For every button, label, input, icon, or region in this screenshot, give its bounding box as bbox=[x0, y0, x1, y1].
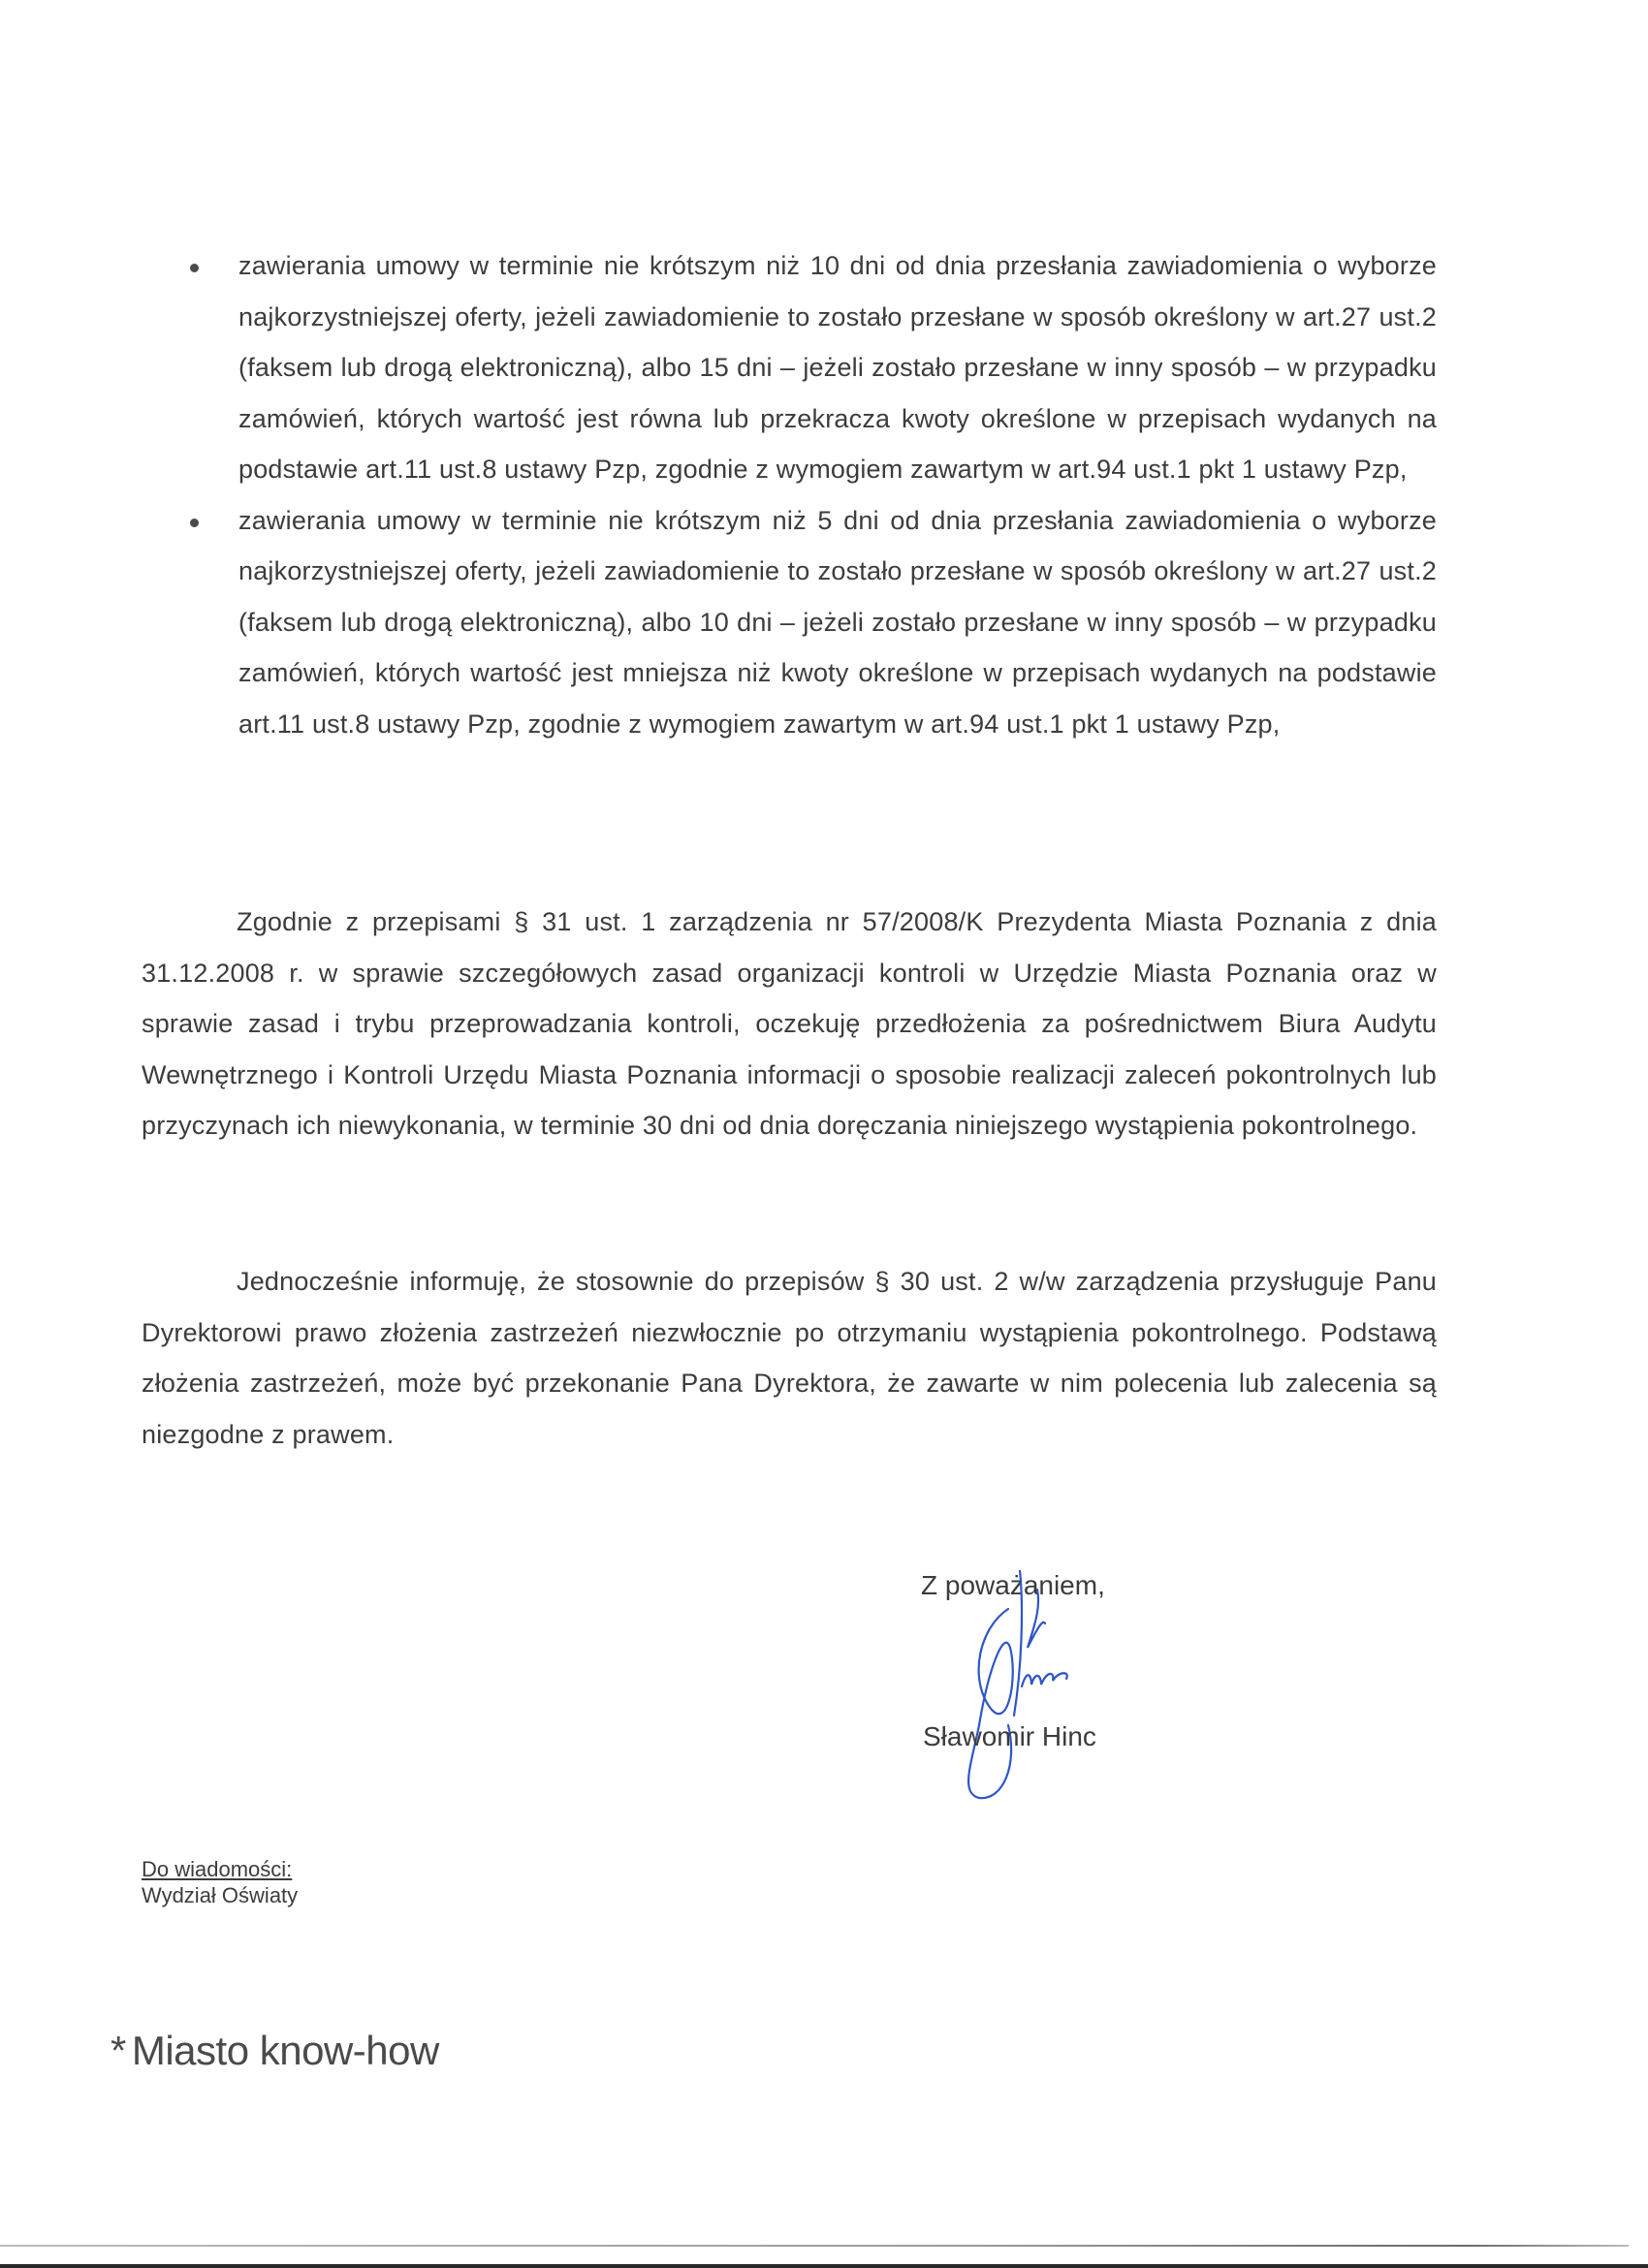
brand-text: Miasto know-how bbox=[131, 2028, 439, 2073]
bullet-dot-icon bbox=[190, 264, 199, 272]
paragraph-recommendations-report: Zgodnie z przepisami § 31 ust. 1 zarządzenia nr 57/2008/K Prezydenta Miasta Poznania z dnia 31.12.2008 r. w sprawie szczegółowych zasad organizacji kontroli w Urzędzie Miasta Poznania oraz w sprawie zasad i trybu przeprowadzania kontroli, oczekuję przedłożenia za pośrednictwem Biura Audytu Wewnętrznego i Kontroli Urzędu Miasta Poznania informacji o sposobie realizacji zaleceń pokontrolnych lub przyczynach ich niewykonania, w terminie 30 dni od dnia doręczania niniejszego wystąpienia pokontrolnego. bbox=[142, 907, 1437, 1140]
asterisk-icon: * bbox=[111, 2028, 126, 2073]
signer-name: Sławomir Hinc bbox=[923, 1721, 1096, 1751]
paragraph-objections-right: Jednocześnie informuję, że stosownie do przepisów § 30 ust. 2 w/w zarządzenia przysługuje Panu Dyrektorowi prawo złożenia zastrzeżeń niezwłocznie po otrzymaniu wystąpienia pokontrolnego. Podstawą złożenia zastrzeżeń, może być przekonanie Pana Dyrektora, że zawarte w nim polecenia lub zalecenia są niezgodne z prawem. bbox=[142, 1267, 1437, 1449]
bullet-text: zawierania umowy w terminie nie krótszym niż 5 dni od dnia przesłania zawiadomienia o wyborze najkorzystniejszej oferty, jeżeli zawiadomienie to zostało przesłane w sposób określony w art.27 ust.2 (faksem lub drogą elektroniczną), albo 10 dni – jeżeli zostało przesłane w inny sposób – w przypadku zamówień, których wartość jest mniejsza niż kwoty określone w przepisach wydanych na podstawie art.11 ust.8 ustawy Pzp, zgodnie z wymogiem zawartym w art.94 ust.1 pkt 1 ustawy Pzp, bbox=[238, 505, 1437, 739]
bullet-text: zawierania umowy w terminie nie krótszym niż 10 dni od dnia przesłania zawiadomienia o wyborze najkorzystniejszej oferty, jeżeli zawiadomienie to zostało przesłane w sposób określony w art.27 ust.2 (faksem lub drogą elektroniczną), albo 15 dni – jeżeli zostało przesłane w inny sposób – w przypadku zamówień, których wartość jest równa lub przekracza kwoty określone w przepisach wydanych na podstawie art.11 ust.8 ustawy Pzp, zgodnie z wymogiem zawartym w art.94 ust.1 pkt 1 ustawy Pzp, bbox=[238, 251, 1437, 484]
closing-salutation: Z poważaniem, bbox=[921, 1570, 1105, 1600]
cc-label: Do wiadomości: bbox=[142, 1857, 293, 1881]
handwritten-signature-icon bbox=[950, 1570, 1105, 1803]
scan-edge-band bbox=[0, 2264, 1648, 2268]
bullet-item bbox=[184, 240, 1437, 495]
bullet-item bbox=[184, 495, 1437, 750]
cc-recipient: Wydział Oświaty bbox=[142, 1883, 299, 1907]
bullet-dot-icon bbox=[190, 519, 199, 527]
cc-block bbox=[142, 1856, 298, 1908]
scan-edge-line bbox=[0, 2245, 1629, 2247]
brand-footer bbox=[111, 2028, 439, 2074]
bullet-list bbox=[184, 240, 1437, 749]
